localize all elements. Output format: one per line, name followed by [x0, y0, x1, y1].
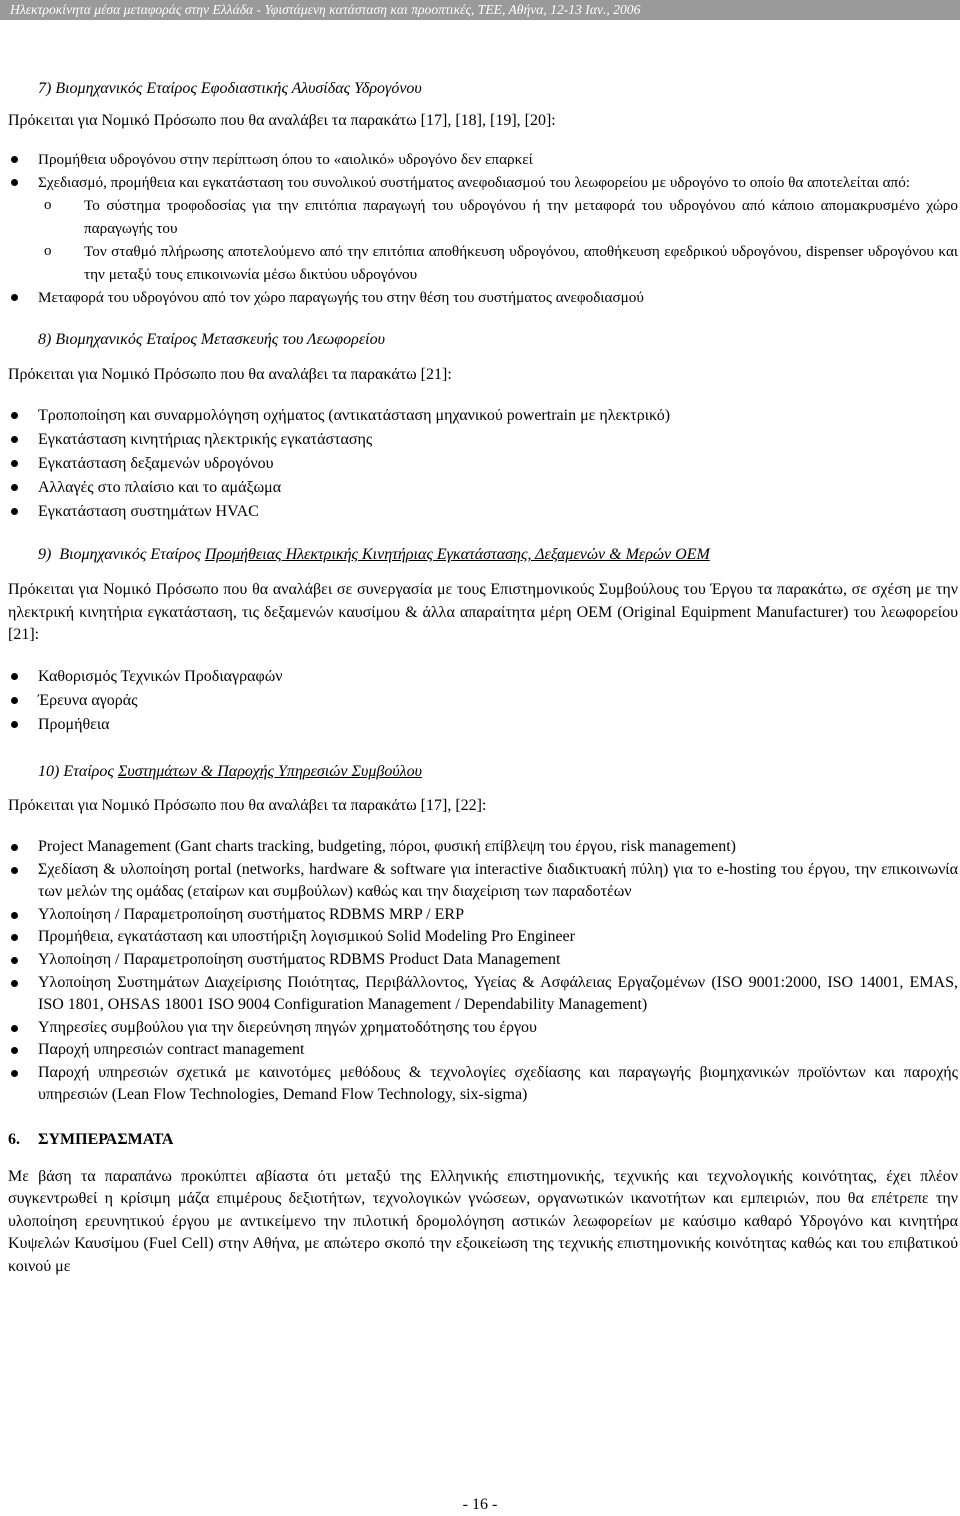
bullet-icon: [11, 1047, 18, 1054]
header-bar: [0, 0, 960, 20]
list-item: Μεταφορά του υδρογόνου από τον χώρο παραγωγής του στην θέση του συστήματος ανεφοδιασμού: [8, 286, 958, 309]
list-item: Εγκατάσταση συστημάτων HVAC: [8, 500, 958, 524]
bullet-icon: [11, 436, 18, 443]
bullet-icon: [11, 673, 18, 680]
section-7-intro: Πρόκειται για Νομικό Πρόσωπο που θα αναλάβει τα παρακάτω [17], [18], [19], [20]:: [8, 111, 556, 129]
section-8-title: 8) Βιομηχανικός Εταίρος Μετασκευής του Λεωφορείου: [38, 331, 385, 349]
circle-bullet-icon: o: [44, 243, 52, 260]
section-8-list: [8, 404, 958, 524]
bullet-icon: [11, 934, 18, 941]
list-item: Καθορισμός Τεχνικών Προδιαγραφών: [8, 665, 958, 689]
section-9-list: [8, 665, 958, 737]
section-10-title: 10) Εταίρος Συστημάτων & Παροχής Υπηρεσιών Συμβούλου: [38, 762, 422, 780]
sublist-item: o Τον σταθμό πλήρωσης αποτελούμενο από την επιτόπια αποθήκευση υδρογόνου, αποθήκευση εφεδρικού υδρογόνου, dispenser υδρογόνου και την μεταξύ τους επικοινωνία μέσω δικτύου υδρογόνου: [8, 240, 958, 286]
bullet-icon: [11, 484, 18, 491]
bullet-icon: [11, 460, 18, 467]
conclusions-paragraph: Με βάση τα παραπάνω προκύπτει αβίαστα ότι μεταξύ της Ελληνικής επιστημονικής, τεχνικής και τεχνολογικής κοινότητας, έχει πλέον συγκεντρωθεί η κρίσιμη μάζα επιμέρους δεξιοτήτων, τεχνολογικών γνώσεων, οργανωτικών ικανοτήτων και εμπειριών, που θα επέτρεπε την υλοποίηση ερευνητικού έργου με αντικείμενο την πιλοτική δρομολόγηση αστικών λεωφορείων με καύσιμο καθαρό Υδρογόνο και κινητήρα Κυψελών Καυσίμου (Fuel Cell) στην Αθήνα, με απώτερο σκοπό την εξοικείωση της τεχνικής επιστημονικής κοινότητας καθώς και του επιβατικού κοινού με: [8, 1167, 958, 1276]
list-item: Σχεδίαση & υλοποίηση portal (networks, hardware & software για interactive διαδικτυακή πύλη) για το e-hosting του έργου, την επικοινωνία των μελών της ομάδας (εταίρων και συμβούλων) καθώς και την διαχείριση των παραδοτέων: [8, 859, 958, 904]
section-7-sublist: [38, 194, 958, 286]
section-10-list: [8, 836, 958, 1107]
list-item: Παροχή υπηρεσιών σχετικά με καινοτόμες μεθόδους & τεχνολογίες σχεδίασης και παραγωγής βιομηχανικών προϊόντων και παροχής υπηρεσιών (Lean Flow Technologies, Demand Flow Technology, six-sigma): [8, 1062, 958, 1107]
bullet-icon: [11, 844, 18, 851]
bullet-icon: [11, 1025, 18, 1032]
bullet-icon: [11, 721, 18, 728]
list-item: Έρευνα αγοράς: [8, 689, 958, 713]
list-item: Αλλαγές στο πλαίσιο και το αμάξωμα: [8, 476, 958, 500]
section-9-intro: Πρόκειται για Νομικό Πρόσωπο που θα αναλάβει σε συνεργασία με τους Επιστημονικούς Συμβούλους του Έργου τα παρακάτω, σε σχέση με την ηλεκτρική κινητήρια εγκατάσταση, τις δεξαμενών καυσίμου & άλλα απαραίτητα μέρη OEM (Original Equipment Manufacturer) του λεωφορείου [21]:: [8, 580, 958, 644]
running-header: Ηλεκτροκίνητα μέσα μεταφοράς στην Ελλάδα - Υφιστάμενη κατάσταση και προοπτικές, ΤΕΕ, Αθήνα, 12-13 Ιαν., 2006: [10, 2, 641, 17]
section-9-title: 9) Βιομηχανικός Εταίρος Προμήθειας Ηλεκτρικής Κινητήριας Εγκατάστασης, Δεξαμενών & Μερών OEM: [38, 546, 710, 564]
circle-bullet-icon: o: [44, 197, 52, 214]
bullet-icon: [11, 912, 18, 919]
section-7-title: 7) Βιομηχανικός Εταίρος Εφοδιαστικής Αλυσίδας Υδρογόνου: [38, 80, 422, 97]
section-10-intro: Πρόκειται για Νομικό Πρόσωπο που θα αναλάβει τα παρακάτω [17], [22]:: [8, 797, 487, 815]
list-item: Υλοποίηση Συστημάτων Διαχείρισης Ποιότητας, Περιβάλλοντος, Υγείας & Ασφάλειας Εργαζομένων (ISO 9001:2000, ISO 14001, EMAS, ISO 1801, OHSAS 18001 ISO 9004 Configuration Management / Dependability Management): [8, 972, 958, 1017]
list-item: Εγκατάσταση κινητήριας ηλεκτρικής εγκατάστασης: [8, 428, 958, 452]
bullet-icon: [11, 156, 18, 163]
section-heading-conclusions: 6. ΣΥΜΠΕΡΑΣΜΑΤΑ: [8, 1131, 174, 1149]
bullet-icon: [11, 697, 18, 704]
list-item: Project Management (Gant charts tracking, budgeting, πόροι, φυσική επίβλεψη του έργου, risk management): [8, 836, 958, 859]
list-item: Προμήθεια: [8, 713, 958, 737]
section-7-list: [8, 148, 958, 309]
list-item: Υλοποίηση / Παραμετροποίηση συστήματος RDBMS Product Data Management: [8, 949, 958, 972]
sublist-item: o Το σύστημα τροφοδοσίας για την επιτόπια παραγωγή του υδρογόνου ή την μεταφορά του υδρογόνου από κάποιο απομακρυσμένο χώρο παραγωγής του: [8, 194, 958, 240]
page-number: - 16 -: [462, 1496, 498, 1513]
list-item: Τροποποίηση και συναρμολόγηση οχήματος (αντικατάσταση μηχανικού powertrain με ηλεκτρικό): [8, 404, 958, 428]
list-item: Υπηρεσίες συμβούλου για την διερεύνηση πηγών χρηματοδότησης του έργου: [8, 1017, 958, 1040]
list-item: Σχεδιασμό, προμήθεια και εγκατάσταση του συνολικού συστήματος ανεφοδιασμού του λεωφορείου με υδρογόνο το οποίο θα αποτελείται από: o Το σύστημα τροφοδοσίας για την επιτόπια παραγωγή του υδρογόνου ή την μεταφορά του υδρογόνου από κάποιο απομακρυσμένο χώρο παραγωγής του o Τον σταθμό πλήρωσης αποτελούμενο από την επιτόπια αποθήκευση υδρογόνου, αποθήκευση εφεδρικού υδρογόνου, dispenser υδρογόνου και την μεταξύ τους επικοινωνία μέσω δικτύου υδρογόνου: [8, 171, 958, 286]
page-body: [8, 78, 958, 1279]
list-item: Εγκατάσταση δεξαμενών υδρογόνου: [8, 452, 958, 476]
list-item: Παροχή υπηρεσιών contract management: [8, 1039, 958, 1062]
list-item: Προμήθεια υδρογόνου στην περίπτωση όπου το «αιολικό» υδρογόνο δεν επαρκεί: [8, 148, 958, 171]
bullet-icon: [11, 867, 18, 874]
list-item: Υλοποίηση / Παραμετροποίηση συστήματος RDBMS MRP / ERP: [8, 904, 958, 927]
bullet-icon: [11, 980, 18, 987]
bullet-icon: [11, 957, 18, 964]
bullet-icon: [11, 508, 18, 515]
list-item: Προμήθεια, εγκατάσταση και υποστήριξη λογισμικού Solid Modeling Pro Engineer: [8, 926, 958, 949]
section-8-intro: Πρόκειται για Νομικό Πρόσωπο που θα αναλάβει τα παρακάτω [21]:: [8, 365, 452, 383]
bullet-icon: [11, 1070, 18, 1077]
bullet-icon: [11, 294, 18, 301]
bullet-icon: [11, 412, 18, 419]
bullet-icon: [11, 179, 18, 186]
